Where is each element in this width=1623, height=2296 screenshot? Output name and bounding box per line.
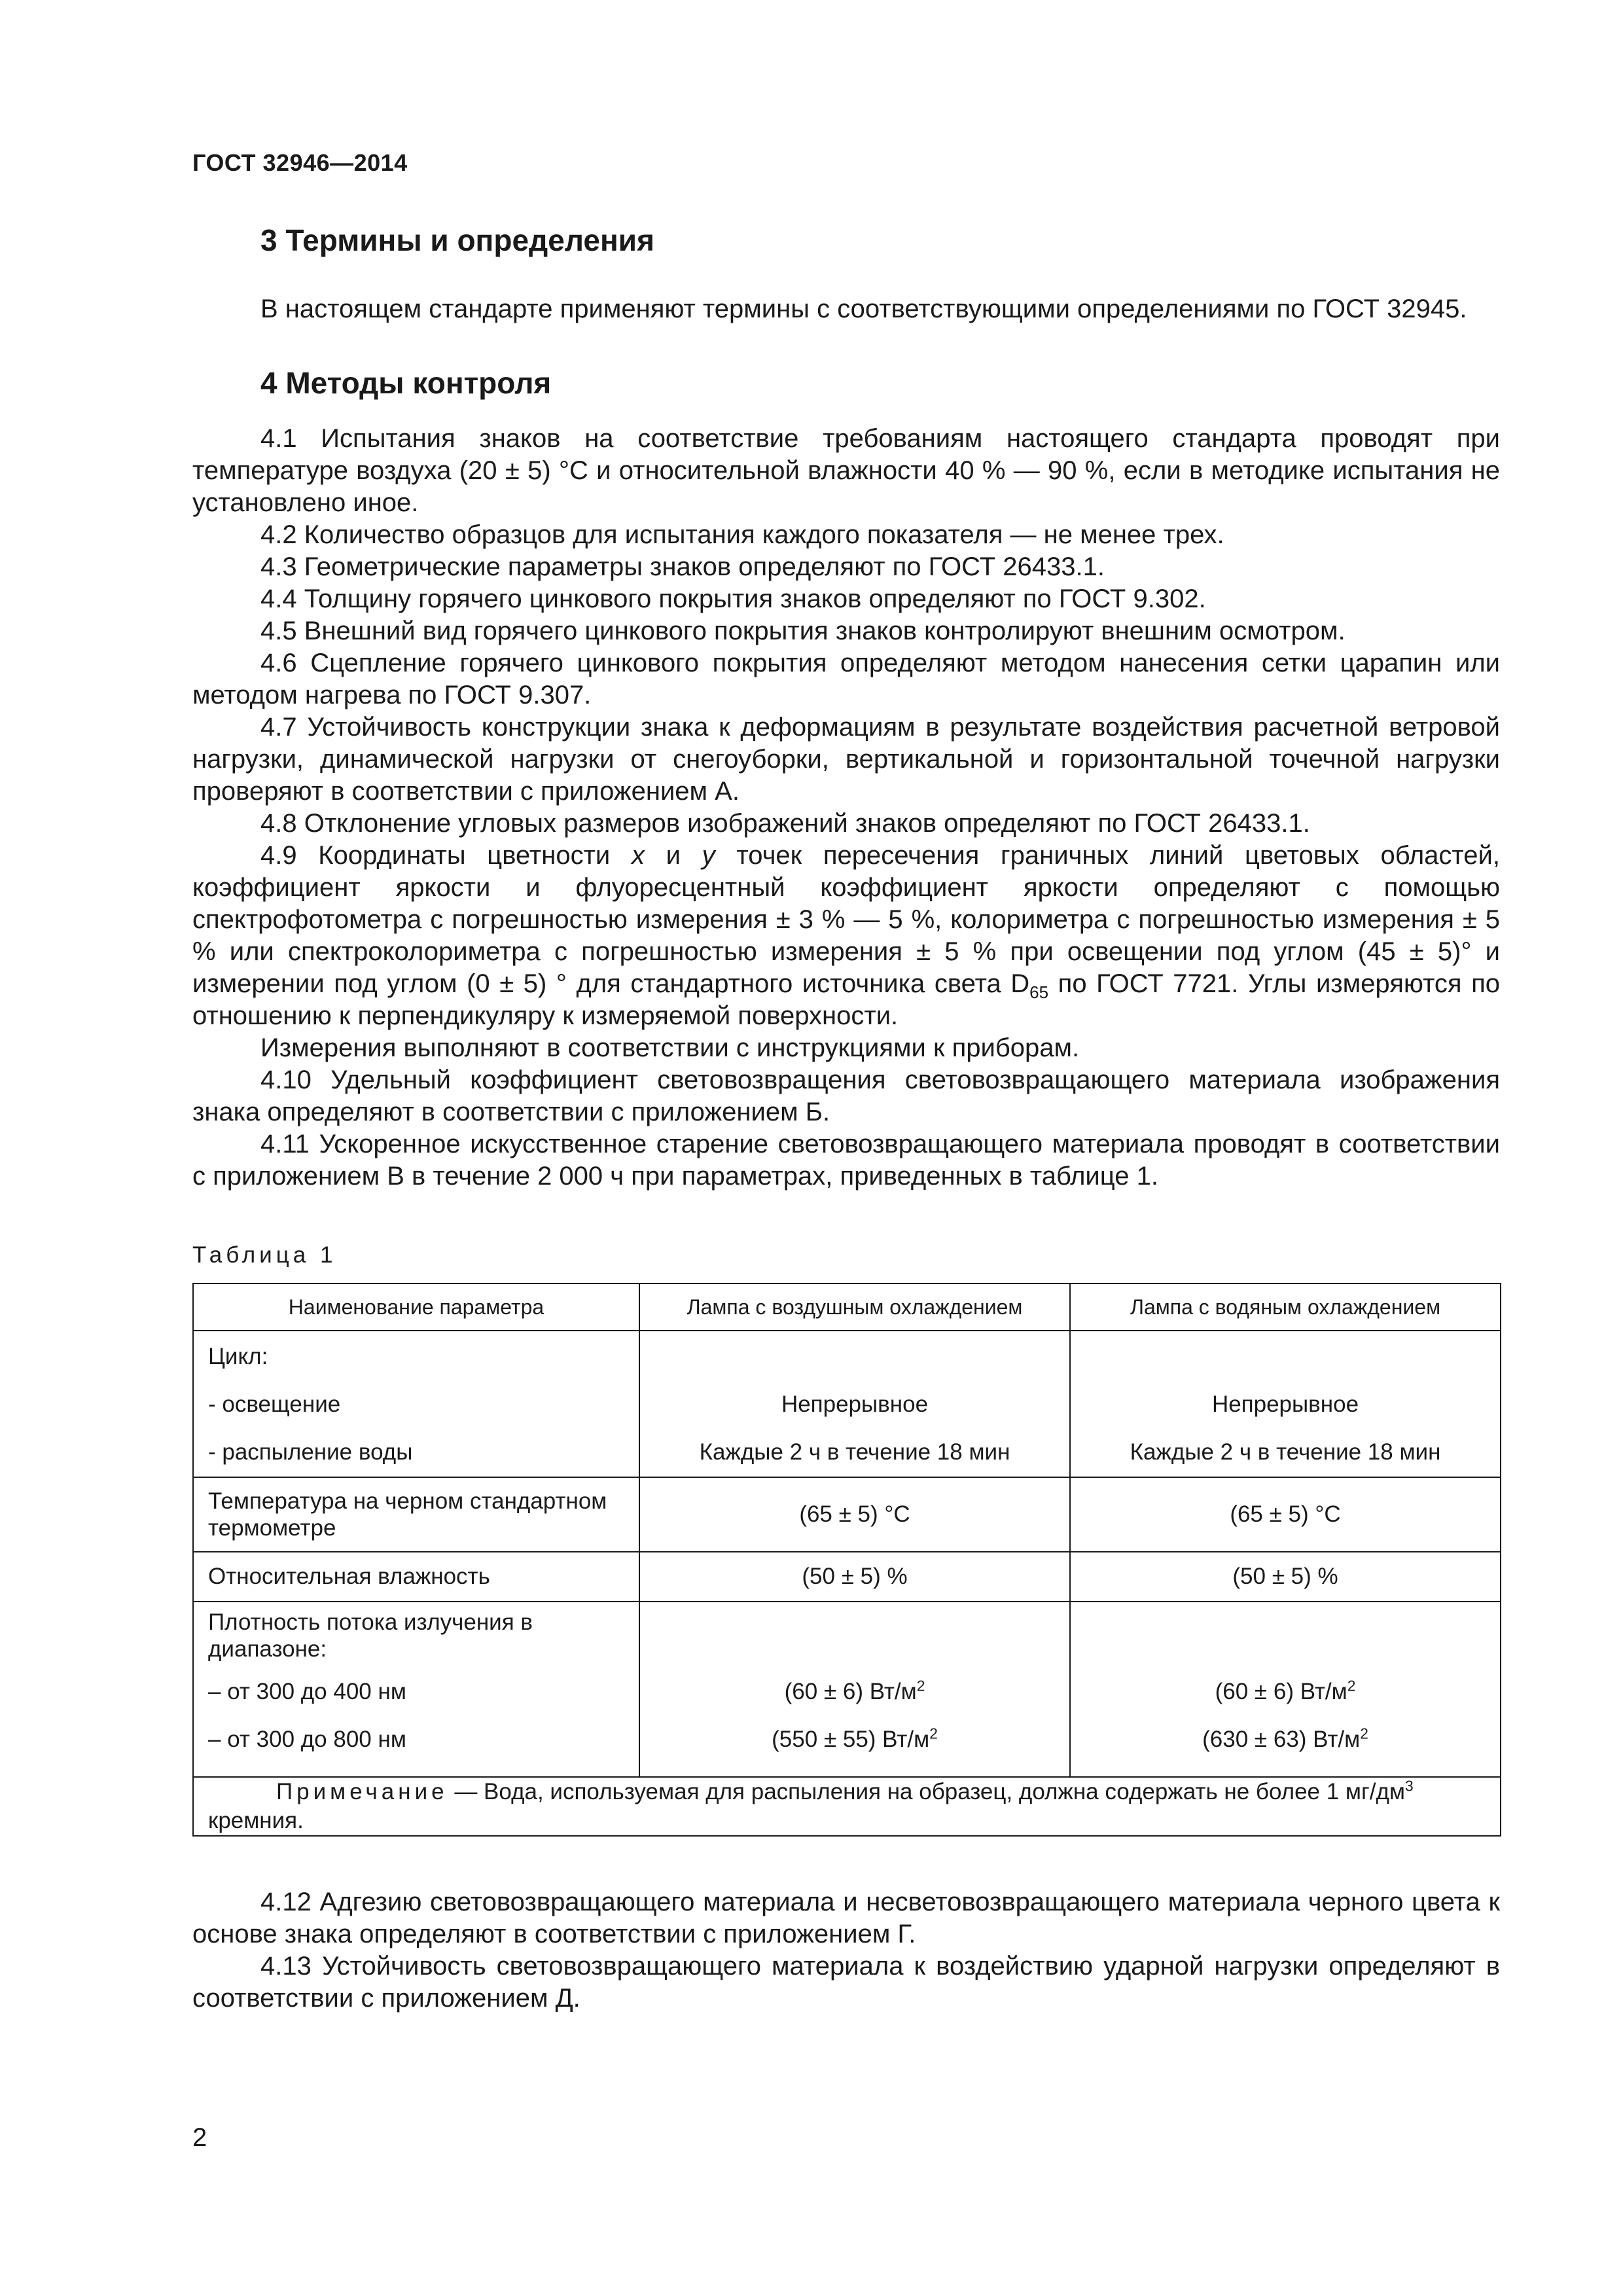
cycle-label: Цикл: — [208, 1343, 268, 1369]
flux-range-2-label: – от 300 до 800 нм — [208, 1727, 406, 1752]
paragraph-4-9 — [192, 840, 1500, 1032]
table-header-row — [193, 1283, 1501, 1331]
cycle-air-water: Каждые 2 ч в течение 18 мин — [699, 1439, 1010, 1465]
document-page — [192, 0, 1500, 2296]
table-row-humidity — [193, 1552, 1501, 1602]
cell-temp-label: Температура на черном стандартном термометре — [193, 1477, 639, 1552]
note-text: — Вода, используемая для распыления на образец, должна содержать не более 1 мг/дм — [448, 1779, 1405, 1804]
table-note — [193, 1777, 1501, 1836]
note-sup: 3 — [1404, 1777, 1414, 1795]
paragraph-4-7: 4.7 Устойчивость конструкции знака к деформациям в результате воздействия расчетной ветровой нагрузки, динамической нагрузки от снегоуборки, вертикальной и горизонтальной точечной нагрузки проверяют в соответствии с приложением А. — [192, 713, 1500, 806]
flux-air-r1: (60 ± 6) $Вт/м^2$ — [784, 1677, 925, 1704]
flux-water-r1: (60 ± 6) $Вт/м^2$ — [1215, 1677, 1356, 1704]
table-row-cycle — [193, 1331, 1501, 1477]
paragraph-4-10: 4.10 Удельный коэффициент световозвращения световозвращающего материала изображения знака определяют в соответствии с приложением Б. — [192, 1066, 1500, 1126]
cycle-water-label: - распыление воды — [208, 1439, 413, 1465]
flux-water-r2: (630 ± 63) $Вт/м^2$ — [1202, 1725, 1368, 1752]
cell-cycle-air — [639, 1331, 1070, 1477]
section-4-body — [192, 423, 1500, 1193]
paragraph-4-2: 4.2 Количество образцов для испытания каждого показателя — не менее трех. — [260, 520, 1224, 549]
paragraph-4-8: 4.8 Отклонение угловых размеров изображений знаков определяют по ГОСТ 26433.1. — [260, 809, 1310, 838]
cell-flux-water — [1070, 1602, 1501, 1777]
paragraph-4-3: 4.3 Геометрические параметры знаков определяют по ГОСТ 26433.1. — [260, 552, 1105, 581]
section-4-title: 4 Методы контроля — [260, 366, 552, 400]
cell-humidity-water: (50 ± 5) % — [1070, 1552, 1501, 1602]
paragraph-measure: Измерения выполняют в соответствии с инструкциями к приборам. — [260, 1033, 1080, 1062]
p49-sub-65: 65 — [1029, 982, 1049, 1002]
paragraph-4-12: 4.12 Адгезию световозвращающего материала и несветовозвращающего материала черного цвета к основе знака определяют в соответствии с приложением Г. — [192, 1888, 1500, 1948]
flux-air-r2: (550 ± 55) $Вт/м^2$ — [772, 1725, 938, 1752]
flux-label: Плотность потока излучения в диапазоне: — [208, 1609, 533, 1662]
p49-part-b: точек пересечения граничных линий цветовых областей, коэффициент яркости и флуоресцентный коэффициент яркости определяют с помощью спектрофотометра с погрешностью измерения ± 3 % — 5 %, колориметра с погрешностью измерения ± 5 % или спектроколориметра с погрешностью измерения ± 5 % при освещении под углом (45 ± 5)° и измерении под углом (0 ± 5) ° для стандартного источника света D — [192, 841, 1500, 998]
paragraph-4-13: 4.13 Устойчивость световозвращающего материала к воздействию ударной нагрузки определяют в соответствии с приложением Д. — [192, 1952, 1500, 2013]
section-3-title: 3 Термины и определения — [260, 223, 654, 257]
note-tail: кремния. — [208, 1808, 304, 1833]
cell-temp-air: (65 ± 5) °С — [639, 1477, 1070, 1552]
header-parameter: Наименование параметра — [193, 1283, 639, 1331]
cell-humidity-label: Относительная влажность — [193, 1552, 639, 1602]
table-1 — [192, 1283, 1501, 1837]
paragraph-4-5: 4.5 Внешний вид горячего цинкового покрытия знаков контролируют внешним осмотром. — [260, 617, 1346, 645]
cycle-air-light: Непрерывное — [781, 1391, 929, 1417]
cell-cycle-label — [193, 1331, 639, 1477]
p49-var-y: y — [702, 841, 715, 870]
paragraph-4-1: 4.1 Испытания знаков на соответствие требованиям настоящего стандарта проводят при температуре воздуха (20 ± 5) °С и относительной влажности 40 % — 90 %, если в методике испытания не установлено иное. — [192, 424, 1500, 517]
cell-cycle-water — [1070, 1331, 1501, 1477]
header-air-cooled: Лампа с воздушным охлаждением — [639, 1283, 1070, 1331]
table-caption: Таблица 1 — [192, 1242, 337, 1268]
paragraph-4-11: 4.11 Ускоренное искусственное старение световозвращающего материала проводят в соответствии с приложением В в течение 2 000 ч при параметрах, приведенных в таблице 1. — [192, 1130, 1500, 1191]
page-number: 2 — [192, 2123, 207, 2152]
cycle-light-label: - освещение — [208, 1391, 341, 1417]
flux-range-1-label: – от 300 до 400 нм — [208, 1679, 406, 1704]
cell-flux-label — [193, 1602, 639, 1777]
table-row-note — [193, 1777, 1501, 1836]
p49-part-a: 4.9 Координаты цветности — [260, 841, 632, 870]
p49-var-x: x — [631, 841, 645, 870]
paragraph-4-6: 4.6 Сцепление горячего цинкового покрытия определяют методом нанесения сетки царапин или методом нагрева по ГОСТ 9.307. — [192, 649, 1500, 709]
cell-flux-air — [639, 1602, 1070, 1777]
cycle-water-water: Каждые 2 ч в течение 18 мин — [1130, 1439, 1441, 1465]
table-row-temperature — [193, 1477, 1501, 1552]
cycle-water-light: Непрерывное — [1211, 1391, 1359, 1417]
header-water-cooled: Лампа с водяным охлаждением — [1070, 1283, 1501, 1331]
note-lead: Примечание — [276, 1779, 448, 1804]
table-row-flux — [193, 1602, 1501, 1777]
paragraph-4-4: 4.4 Толщину горячего цинкового покрытия знаков определяют по ГОСТ 9.302. — [260, 584, 1206, 613]
section-3-text: В настоящем стандарте применяют термины с соответствующими определениями по ГОСТ 32945. — [260, 295, 1467, 323]
document-header: ГОСТ 32946—2014 — [192, 149, 408, 176]
p49-and: и — [644, 841, 702, 870]
p49-part-c: по ГОСТ 7721. Углы измеряются по отношению к перпендикуляру к измеряемой поверхности. — [192, 969, 1500, 1030]
cell-temp-water: (65 ± 5) °С — [1070, 1477, 1501, 1552]
cell-humidity-air: (50 ± 5) % — [639, 1552, 1070, 1602]
section-4-body-continued — [192, 1886, 1500, 2015]
